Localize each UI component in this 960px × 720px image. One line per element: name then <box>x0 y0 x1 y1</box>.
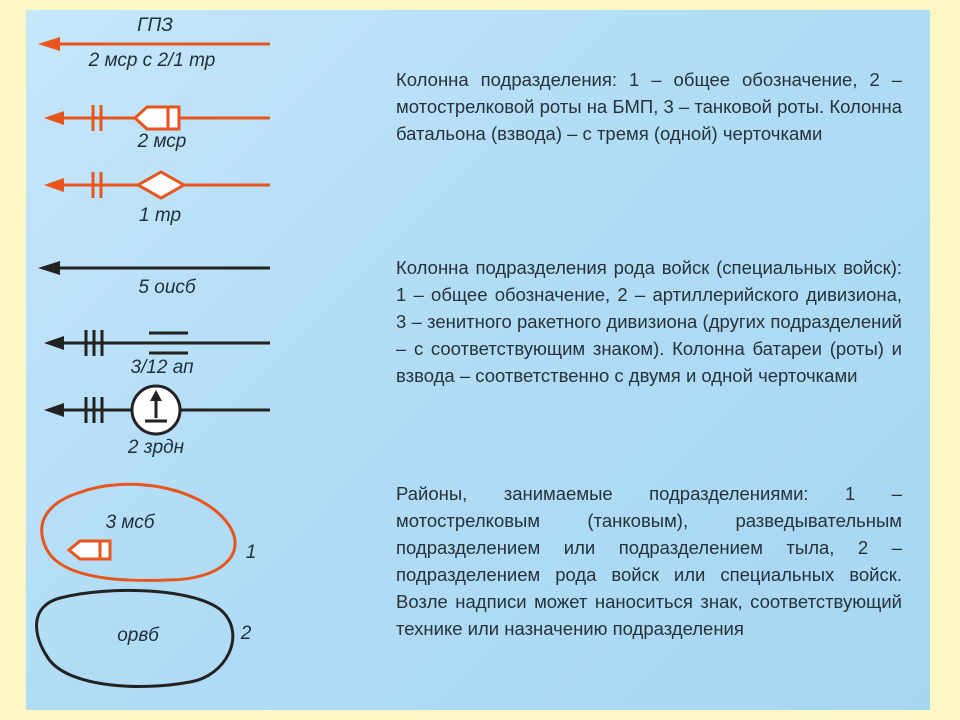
column-tr-symbol <box>44 172 270 198</box>
arrowhead-icon <box>38 261 60 275</box>
area-number-1: 1 <box>245 542 257 563</box>
orvb-label: орвб <box>117 625 159 646</box>
ap-label: 3/12 ап <box>130 357 194 378</box>
column-msr-symbol <box>44 105 270 131</box>
bmp-vehicle-icon <box>69 541 110 559</box>
msr-label: 2 мср <box>137 131 187 152</box>
arrowhead-icon <box>38 37 60 51</box>
tank-diamond-icon <box>138 172 184 198</box>
bmp-vehicle-icon <box>135 107 179 129</box>
column-ap-symbol <box>44 330 270 356</box>
areas-description: Районы, занимаемые подразделениями: 1 – мотострелковым (танковым), разведывательным подразделением или подразделением тыла, 2 – подразделением рода войск или специальных войск. Возле надписи может наноситься знак, соответствующий технике или назначению подразделения <box>396 483 902 639</box>
zrdn-label: 2 зрдн <box>127 437 185 458</box>
tr-label: 1 тр <box>138 205 182 226</box>
column-oisb-symbol <box>38 261 270 275</box>
unit-column-description: Колонна подразделения: 1 – общее обозначение, 2 – мотострелковой роты на БМП, 3 – танковой роты. Колонна батальона (взвода) – с тремя (одной) черточками <box>396 69 902 144</box>
oisb-label: 5 оисб <box>138 277 196 298</box>
gpz-label-top: ГПЗ <box>137 15 173 36</box>
arrowhead-icon <box>44 111 64 125</box>
arrowhead-icon <box>44 336 64 350</box>
branch-column-description: Колонна подразделения рода войск (специальных войск): 1 – общее обозначение, 2 – артиллерийского дивизиона, 3 – зенитного ракетного дивизиона (других подразделений – с соответствующим знаком). Колонна батареи (роты) и взвода – соответственно с двумя и одной черточками <box>396 257 902 386</box>
gpz-label-bottom: 2 мср с 2/1 тр <box>88 50 216 71</box>
msb-label: 3 мсб <box>105 512 155 533</box>
column-zrdn-symbol <box>44 386 270 434</box>
column-general-symbol <box>38 37 270 51</box>
area-number-2: 2 <box>240 623 252 644</box>
arrowhead-icon <box>44 403 64 417</box>
arrowhead-icon <box>44 178 64 192</box>
